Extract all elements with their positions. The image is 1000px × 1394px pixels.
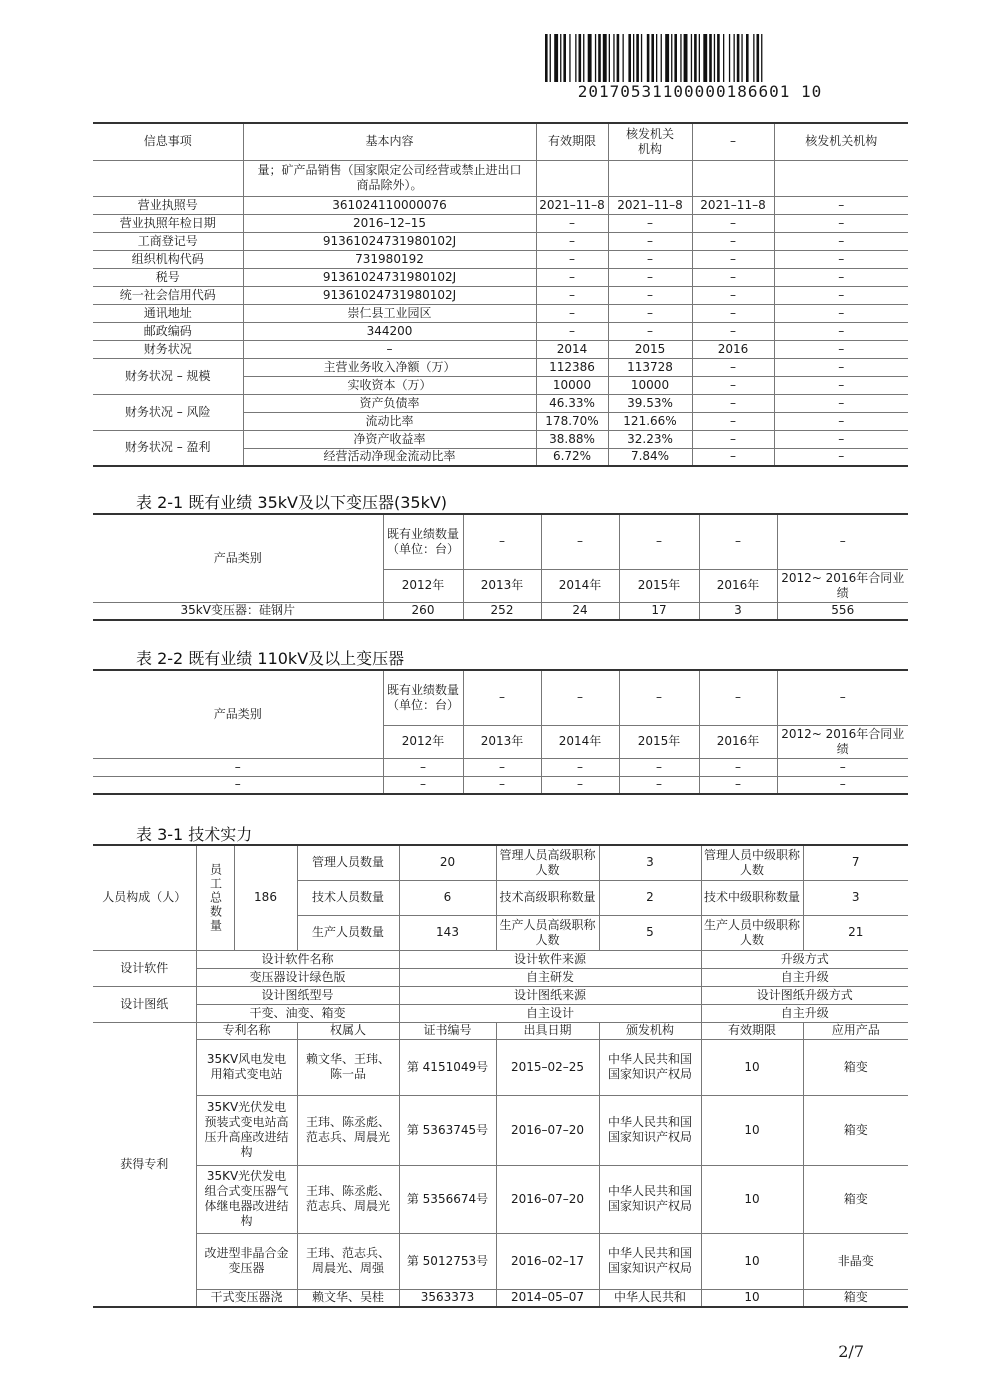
table-row [93, 250, 908, 268]
table-cell: – [383, 776, 463, 794]
table-cell: 3 [803, 880, 908, 915]
dash-cell: – [463, 670, 541, 725]
patent-header: 有效期限 [701, 1022, 803, 1039]
table-cell: – [536, 250, 608, 268]
table-cell: – [692, 322, 774, 340]
table-cell: – [774, 394, 908, 412]
table-cell: 2021–11–8 [608, 196, 692, 214]
table-cell: – [692, 232, 774, 250]
table-cell: 王玮、陈丞彪、范志兵、周晨光 [297, 1165, 399, 1233]
table-cell: 实收资本（万） [243, 376, 536, 394]
table-cell: 10 [701, 1165, 803, 1233]
table-cell: – [536, 304, 608, 322]
table-cell: 资产负债率 [243, 394, 536, 412]
table-cell: – [774, 430, 908, 448]
qty-label: 既有业绩数量（单位：台） [383, 670, 463, 725]
table-cell: 2016–12–15 [243, 214, 536, 232]
table-cell: 干变、油变、箱变 [196, 1004, 399, 1022]
drawings-label: 设计图纸 [93, 986, 196, 1022]
year-header: 2013年 [463, 725, 541, 758]
table-cell: – [608, 268, 692, 286]
table-cell: – [608, 304, 692, 322]
table-cell: 赖文华、王玮、陈一品 [297, 1039, 399, 1095]
header-cell: 基本内容 [243, 123, 536, 160]
table-cell: 设计图纸升级方式 [701, 986, 908, 1004]
patent-header: 权属人 [297, 1022, 399, 1039]
table-cell: 20 [399, 845, 496, 880]
table-cell: – [774, 286, 908, 304]
table-row [93, 394, 908, 412]
table-cell: 第 5363745号 [399, 1095, 496, 1165]
table-cell: 35kV变压器：硅钢片 [93, 602, 383, 620]
table-cell: – [692, 394, 774, 412]
patent-header: 专利名称 [196, 1022, 297, 1039]
table-cell: 升级方式 [701, 950, 908, 968]
table-cell: 自主升级 [701, 1004, 908, 1022]
year-header: 2013年 [463, 569, 541, 602]
table-cell: 2015 [608, 340, 692, 358]
table-row [93, 968, 908, 986]
table-cell: 箱变 [803, 1289, 908, 1307]
patent-row [93, 1289, 908, 1307]
table-cell: 管理人员中级职称人数 [701, 845, 803, 880]
table-cell: – [774, 232, 908, 250]
table-cell: – [692, 268, 774, 286]
table-cell: – [699, 758, 777, 776]
basic-info-table [93, 122, 908, 467]
table-cell: 中华人民共和国国家知识产权局 [599, 1165, 701, 1233]
table-cell: 121.66% [608, 412, 692, 430]
table-cell: – [774, 340, 908, 358]
table-2-1-title: 表 2-1 既有业绩 35kV及以下变压器(35kV) [136, 493, 448, 512]
table-row [93, 340, 908, 358]
table-cell: 2 [599, 880, 701, 915]
table-cell: – [243, 340, 536, 358]
table-cell: 第 5356674号 [399, 1165, 496, 1233]
table-row [93, 358, 908, 376]
patent-row [93, 1095, 908, 1165]
table-row [93, 430, 908, 448]
table-cell: – [777, 758, 908, 776]
year-header: 2014年 [541, 569, 619, 602]
table-cell: – [608, 214, 692, 232]
table-row [93, 196, 908, 214]
table-cell: 10 [701, 1095, 803, 1165]
table-cell: – [692, 430, 774, 448]
table-cell: 自主研发 [399, 968, 701, 986]
table-cell: – [619, 776, 699, 794]
table-cell: 净资产收益率 [243, 430, 536, 448]
table-cell: – [463, 758, 541, 776]
table-cell: – [608, 286, 692, 304]
table-cell: 设计图纸来源 [399, 986, 701, 1004]
dash-cell: – [541, 514, 619, 569]
table-cell: 361024110000076 [243, 196, 536, 214]
table-cell: 252 [463, 602, 541, 620]
table-cell: 技术人员数量 [297, 880, 399, 915]
table-cell: 营业执照年检日期 [93, 214, 243, 232]
table-cell: 39.53% [608, 394, 692, 412]
table-row [93, 322, 908, 340]
table-cell: 流动比率 [243, 412, 536, 430]
table-cell: 第 4151049号 [399, 1039, 496, 1095]
header-cell: 信息事项 [93, 123, 243, 160]
dash-cell: – [777, 670, 908, 725]
patent-row [93, 1233, 908, 1289]
dash-cell: – [619, 514, 699, 569]
table-cell: 中华人民共和国国家知识产权局 [599, 1095, 701, 1165]
table-cell: 5 [599, 915, 701, 950]
table-cell: 非晶变 [803, 1233, 908, 1289]
table-header-row [93, 123, 908, 160]
header-cell: 核发机关 机构 [608, 123, 692, 160]
patent-header: 应用产品 [803, 1022, 908, 1039]
table-cell: 143 [399, 915, 496, 950]
table-cell: – [536, 322, 608, 340]
table-cell: 35KV光伏发电组合式变压器气体继电器改进结构 [196, 1165, 297, 1233]
table-cell: – [463, 776, 541, 794]
table-cell: 112386 [536, 358, 608, 376]
table-cell: – [536, 232, 608, 250]
table-cell: 变压器设计绿色版 [196, 968, 399, 986]
year-header: 2012年 [383, 725, 463, 758]
patent-header: 颁发机构 [599, 1022, 701, 1039]
table-cell: 统一社会信用代码 [93, 286, 243, 304]
table-cell: – [692, 214, 774, 232]
group-label: 财务状况 – 盈利 [93, 430, 243, 466]
table-cell: 21 [803, 915, 908, 950]
table-row [93, 758, 908, 776]
year-header: 2014年 [541, 725, 619, 758]
software-label: 设计软件 [93, 950, 196, 986]
dash-cell: – [777, 514, 908, 569]
barcode-image [545, 34, 855, 82]
table-cell: – [774, 412, 908, 430]
table-cell: 组织机构代码 [93, 250, 243, 268]
table-cell: 6.72% [536, 448, 608, 466]
table-cell: 35KV光伏发电预装式变电站高压升高座改进结构 [196, 1095, 297, 1165]
patents-label: 获得专利 [93, 1022, 196, 1307]
year-header: 2015年 [619, 569, 699, 602]
table-cell: – [541, 776, 619, 794]
table-cell: – [774, 322, 908, 340]
table-cell: – [774, 214, 908, 232]
table-cell: 改进型非晶合金变压器 [196, 1233, 297, 1289]
table-cell: 技术高级职称数量 [496, 880, 599, 915]
table-2-2 [93, 669, 908, 795]
table-cell: 10 [701, 1233, 803, 1289]
dash-cell: – [541, 670, 619, 725]
table-cell: 35KV风电发电用箱式变电站 [196, 1039, 297, 1095]
table-cell: – [774, 250, 908, 268]
table-cell: 税号 [93, 268, 243, 286]
table-cell: 营业执照号 [93, 196, 243, 214]
table-cell: 中华人民共和 [599, 1289, 701, 1307]
table-cell: 731980192 [243, 250, 536, 268]
table-row [93, 950, 908, 968]
header-cell: 核发机关机构 [774, 123, 908, 160]
table-2-2-title: 表 2-2 既有业绩 110kV及以上变压器 [136, 649, 405, 668]
table-cell: 2016–07–20 [496, 1095, 599, 1165]
dash-cell: – [619, 670, 699, 725]
table-row [93, 160, 908, 196]
personnel-label: 人员构成（人） [93, 845, 196, 950]
year-header: 2015年 [619, 725, 699, 758]
table-cell: 中华人民共和国国家知识产权局 [599, 1233, 701, 1289]
table-cell: 556 [777, 602, 908, 620]
table-cell: – [619, 758, 699, 776]
patent-row [93, 1165, 908, 1233]
table-cell: 113728 [608, 358, 692, 376]
year-header: 2016年 [699, 725, 777, 758]
table-cell: – [608, 322, 692, 340]
table-cell: 设计软件来源 [399, 950, 701, 968]
table-cell: 自主设计 [399, 1004, 701, 1022]
table-cell: 赖文华、吴桂 [297, 1289, 399, 1307]
table-row [93, 602, 908, 620]
table-cell: 3 [599, 845, 701, 880]
table-cell [692, 160, 774, 196]
table-2-1 [93, 513, 908, 621]
table-cell: 生产人员中级职称人数 [701, 915, 803, 950]
table-cell: 344200 [243, 322, 536, 340]
group-label: 财务状况 – 规模 [93, 358, 243, 394]
table-cell: 经营活动净现金流动比率 [243, 448, 536, 466]
table-cell: – [608, 250, 692, 268]
table-row [93, 776, 908, 794]
table-row [93, 214, 908, 232]
table-cell: – [383, 758, 463, 776]
table-cell: 91361024731980102J [243, 286, 536, 304]
table-cell [774, 160, 908, 196]
table-cell: – [93, 776, 383, 794]
dash-cell: – [699, 670, 777, 725]
patent-header: 出具日期 [496, 1022, 599, 1039]
table-cell: 3 [699, 602, 777, 620]
table-cell: 2016 [692, 340, 774, 358]
table-cell: 2021–11–8 [536, 196, 608, 214]
table-cell: 王玮、范志兵、周晨光、周强 [297, 1233, 399, 1289]
table-cell: – [692, 286, 774, 304]
table-cell: – [692, 358, 774, 376]
table-cell: 2016–07–20 [496, 1165, 599, 1233]
table-cell: 主营业务收入净额（万） [243, 358, 536, 376]
table-cell: 管理人员高级职称人数 [496, 845, 599, 880]
table-cell: – [774, 304, 908, 322]
table-cell: – [692, 250, 774, 268]
table-cell: 箱变 [803, 1165, 908, 1233]
table-cell: 量；矿产品销售（国家限定公司经营或禁止进出口商品除外）。 [243, 160, 536, 196]
table-cell: 管理人员数量 [297, 845, 399, 880]
table-row [93, 1004, 908, 1022]
table-cell: 10000 [536, 376, 608, 394]
table-row [93, 986, 908, 1004]
year-header: 2012~ 2016年合同业绩 [777, 569, 908, 602]
year-header: 2012年 [383, 569, 463, 602]
table-cell: – [774, 196, 908, 214]
dash-cell: – [463, 514, 541, 569]
table-cell: – [774, 358, 908, 376]
table-cell: – [692, 376, 774, 394]
table-cell: 箱变 [803, 1039, 908, 1095]
table-cell: 260 [383, 602, 463, 620]
table-cell: – [774, 376, 908, 394]
table-cell: 生产人员高级职称人数 [496, 915, 599, 950]
table-cell: 王玮、陈丞彪、范志兵、周晨光 [297, 1095, 399, 1165]
table-cell: 技术中级职称数量 [701, 880, 803, 915]
table-row [93, 845, 908, 880]
table-cell: – [608, 232, 692, 250]
table-cell: 17 [619, 602, 699, 620]
table-cell: 38.88% [536, 430, 608, 448]
table-cell: 中华人民共和国国家知识产权局 [599, 1039, 701, 1095]
table-cell: 2015–02–25 [496, 1039, 599, 1095]
table-cell: 178.70% [536, 412, 608, 430]
header-cell: – [692, 123, 774, 160]
table-cell [93, 160, 243, 196]
table-cell: – [777, 776, 908, 794]
header-cell: 有效期限 [536, 123, 608, 160]
table-cell: – [93, 758, 383, 776]
table-row [93, 304, 908, 322]
table-cell: 91361024731980102J [243, 232, 536, 250]
table-row [93, 268, 908, 286]
table-cell [608, 160, 692, 196]
table-cell: 2021–11–8 [692, 196, 774, 214]
table-cell: 7 [803, 845, 908, 880]
table-cell: – [692, 304, 774, 322]
table-cell: 32.23% [608, 430, 692, 448]
staff-total: 186 [234, 845, 297, 950]
table-cell: 崇仁县工业园区 [243, 304, 536, 322]
table-row [93, 286, 908, 304]
table-cell: 91361024731980102J [243, 268, 536, 286]
table-cell: – [541, 758, 619, 776]
table-cell: 第 5012753号 [399, 1233, 496, 1289]
page-number: 2/7 [838, 1342, 864, 1361]
table-cell: 自主升级 [701, 968, 908, 986]
product-category-header: 产品类别 [93, 670, 383, 758]
group-label: 财务状况 – 风险 [93, 394, 243, 430]
table-cell: 6 [399, 880, 496, 915]
tech-strength-table [93, 844, 908, 1308]
dash-cell: – [699, 514, 777, 569]
table-cell: – [774, 268, 908, 286]
qty-label: 既有业绩数量（单位：台） [383, 514, 463, 569]
table-cell: 10 [701, 1289, 803, 1307]
table-cell: – [774, 448, 908, 466]
table-cell: 邮政编码 [93, 322, 243, 340]
barcode-number: 20170531100000186601 10 [577, 82, 823, 101]
product-category-header: 产品类别 [93, 514, 383, 602]
table-cell: – [536, 214, 608, 232]
table-cell: – [699, 776, 777, 794]
year-header: 2012~ 2016年合同业绩 [777, 725, 908, 758]
table-cell: – [536, 268, 608, 286]
year-header: 2016年 [699, 569, 777, 602]
table-cell: 7.84% [608, 448, 692, 466]
patent-row [93, 1039, 908, 1095]
staff-label: 员工总数量 [196, 845, 234, 950]
table-cell [536, 160, 608, 196]
table-cell: 10000 [608, 376, 692, 394]
table-row [93, 1022, 908, 1039]
table-cell: 设计图纸型号 [196, 986, 399, 1004]
table-3-1-title: 表 3-1 技术实力 [136, 825, 253, 844]
table-cell: 46.33% [536, 394, 608, 412]
table-cell: – [692, 412, 774, 430]
table-cell: 3563373 [399, 1289, 496, 1307]
table-cell: 财务状况 [93, 340, 243, 358]
table-cell: – [536, 286, 608, 304]
table-cell: 工商登记号 [93, 232, 243, 250]
table-cell: 生产人员数量 [297, 915, 399, 950]
patent-header: 证书编号 [399, 1022, 496, 1039]
table-cell: 设计软件名称 [196, 950, 399, 968]
table-cell: – [692, 448, 774, 466]
table-cell: 2014–05–07 [496, 1289, 599, 1307]
table-cell: 通讯地址 [93, 304, 243, 322]
table-cell: 箱变 [803, 1095, 908, 1165]
table-cell: 24 [541, 602, 619, 620]
table-cell: 2016–02–17 [496, 1233, 599, 1289]
table-row [93, 232, 908, 250]
table-cell: 干式变压器浇 [196, 1289, 297, 1307]
table-cell: 10 [701, 1039, 803, 1095]
table-cell: 2014 [536, 340, 608, 358]
